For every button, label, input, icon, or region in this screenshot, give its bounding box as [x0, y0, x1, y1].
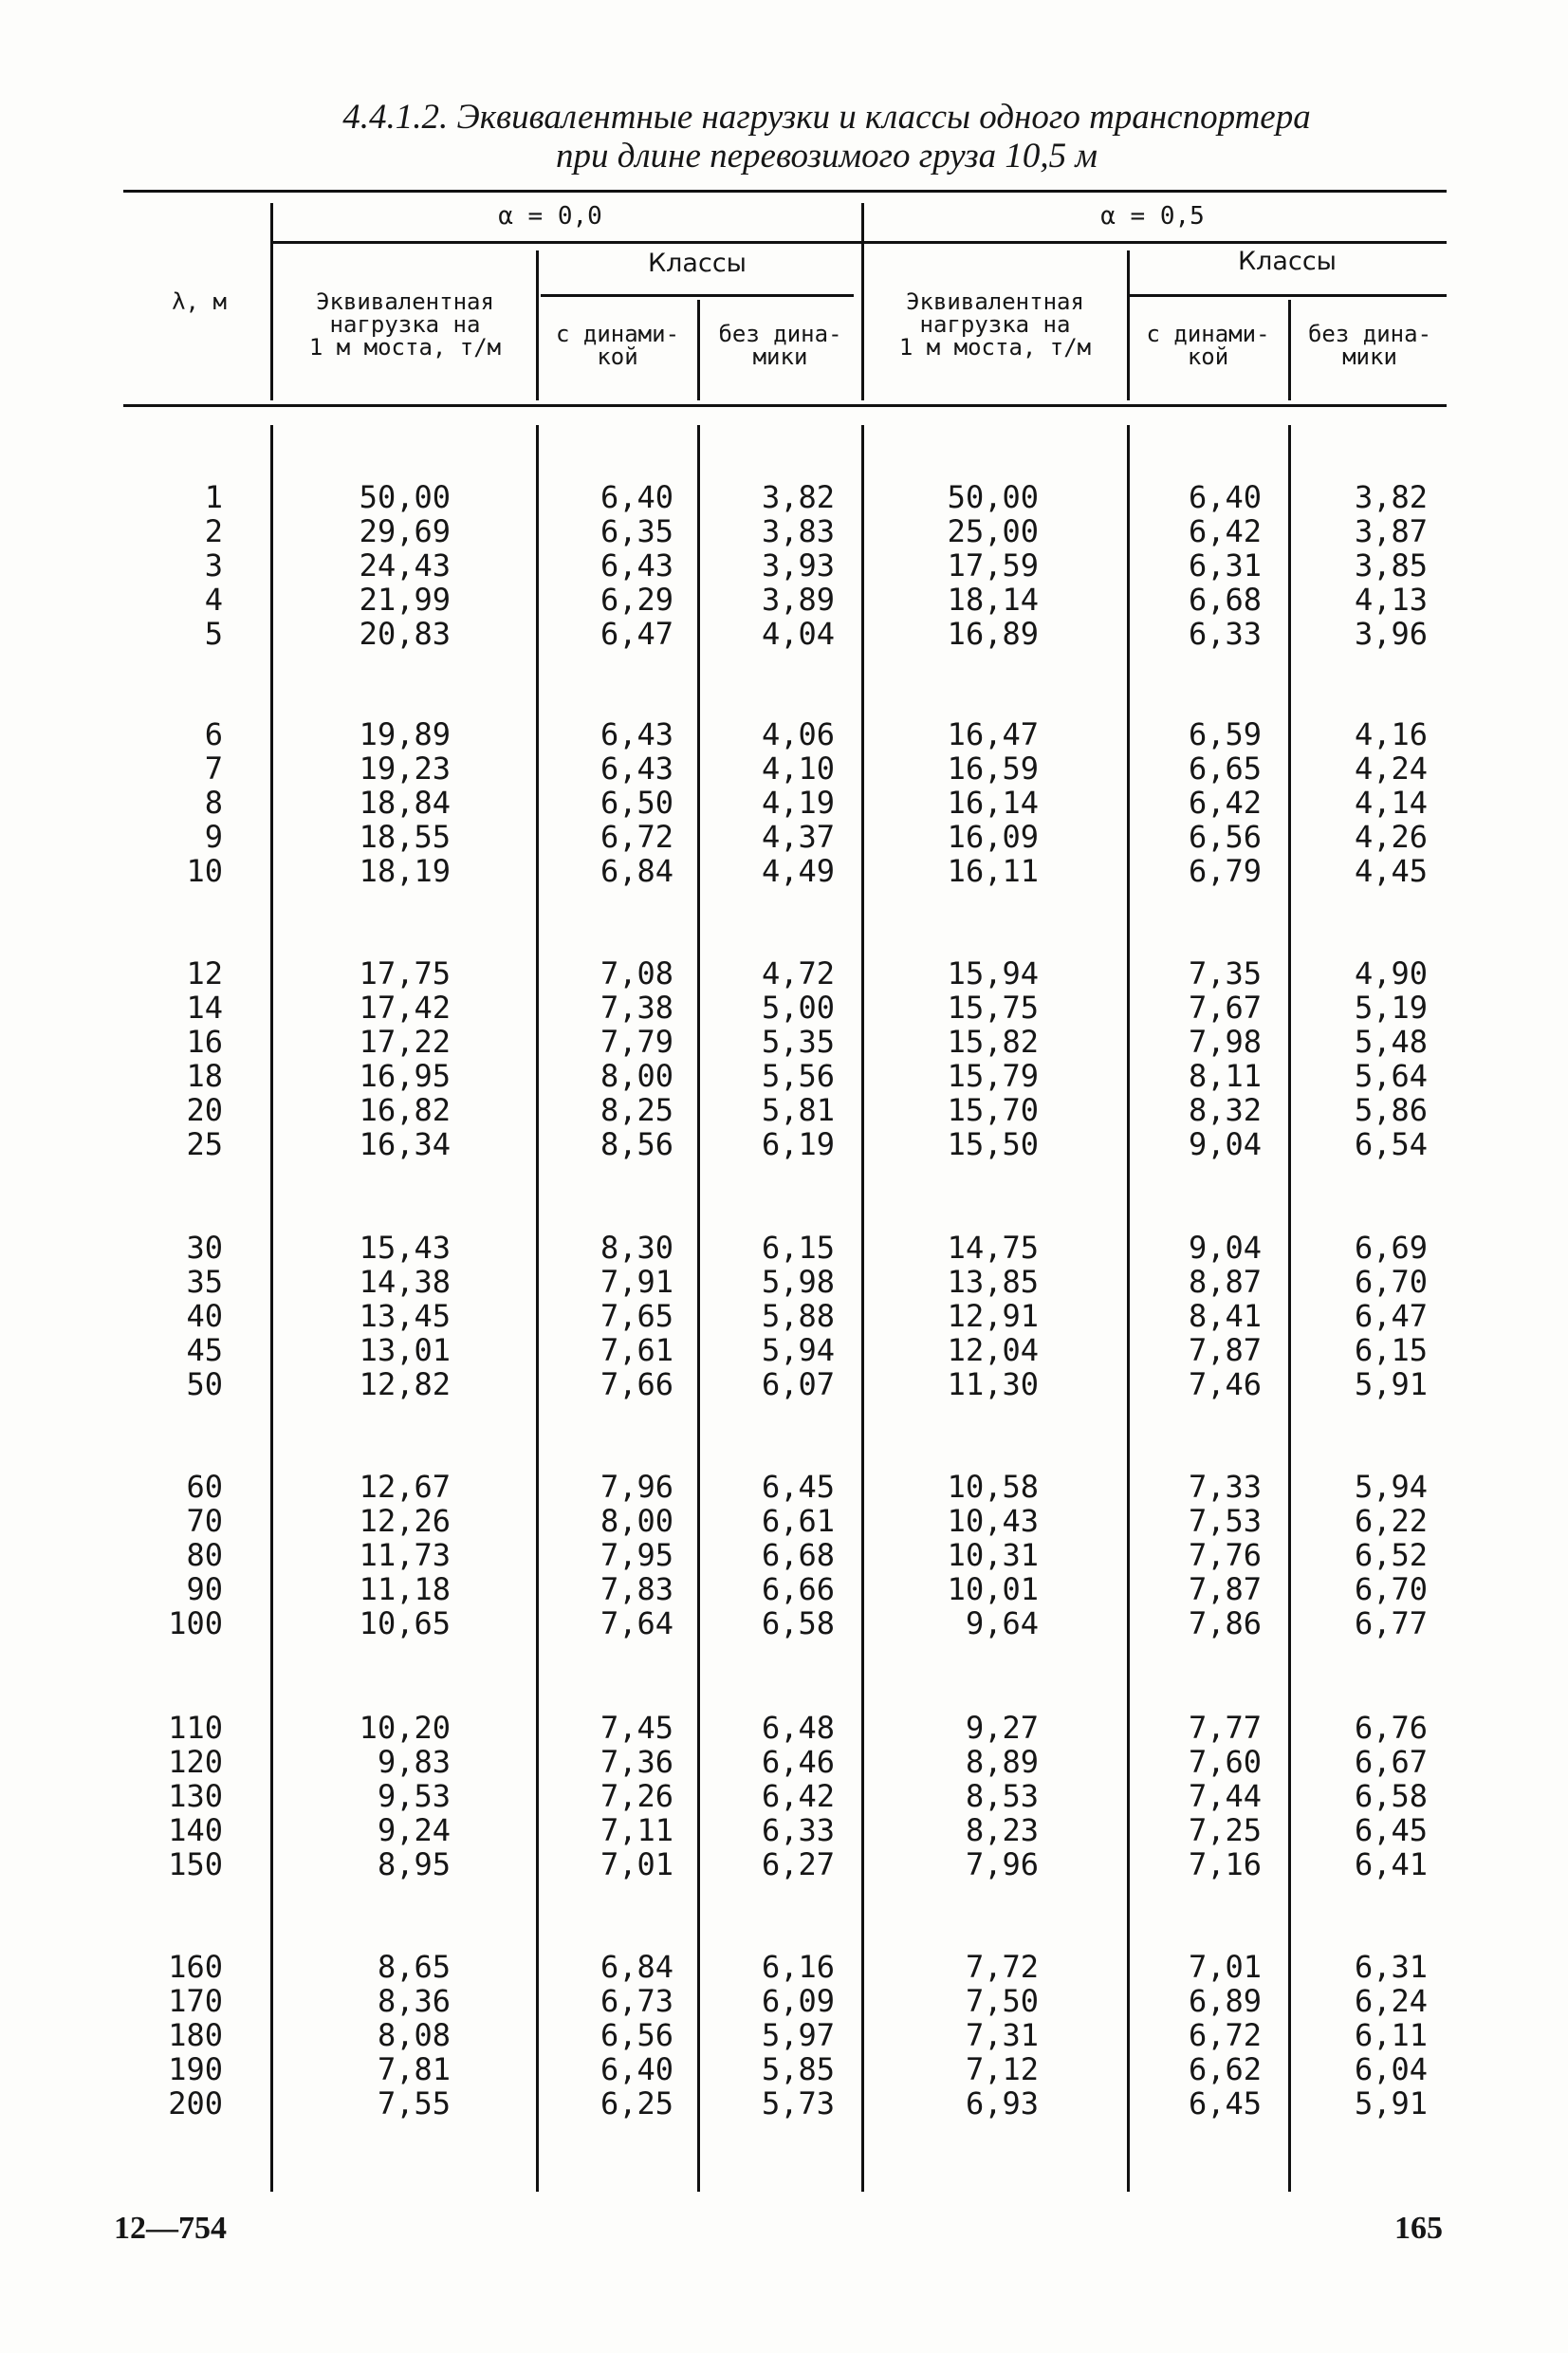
table-title-line-1: 4.4.1.2. Эквивалентные нагрузки и классы одного транспортера: [342, 98, 1311, 137]
lambda-header: λ, м: [172, 288, 227, 315]
cell-lambda: 8: [204, 785, 223, 821]
alpha05-header: α = 0,5: [1100, 202, 1205, 231]
cell-a0_nodyn: 5,85: [761, 2051, 835, 2087]
cell-a0_dyn: 7,79: [600, 1024, 673, 1060]
cell-a0_nodyn: 5,88: [761, 1298, 835, 1334]
header-vline-3: [536, 250, 539, 400]
cell-a0_nodyn: 5,00: [761, 990, 835, 1026]
cell-a05_load: 16,14: [947, 785, 1039, 821]
cell-a05_load: 9,64: [965, 1605, 1039, 1641]
footer-sheet-number: 12—754: [114, 2211, 227, 2246]
cell-a05_load: 15,82: [947, 1024, 1039, 1060]
cell-a05_load: 16,11: [947, 853, 1039, 889]
equiv-load-line-2: нагрузка на: [329, 311, 481, 338]
cell-lambda: 7: [204, 750, 223, 787]
cell-a05_dyn: 8,32: [1188, 1092, 1262, 1128]
without-dynamics-line-1: без дина-: [1307, 321, 1432, 347]
cell-a0_dyn: 6,35: [600, 513, 673, 549]
cell-a0_load: 13,01: [359, 1332, 451, 1368]
cell-a05_nodyn: 6,15: [1354, 1332, 1428, 1368]
cell-a0_nodyn: 6,27: [761, 1846, 835, 1882]
cell-a05_load: 10,31: [947, 1537, 1039, 1573]
cell-a05_load: 50,00: [947, 479, 1039, 515]
cell-a0_load: 12,26: [359, 1503, 451, 1539]
cell-a05_dyn: 7,16: [1188, 1846, 1262, 1882]
alpha05-underline: [863, 241, 1447, 244]
cell-a0_dyn: 6,29: [600, 582, 673, 618]
cell-a05_dyn: 7,87: [1188, 1332, 1262, 1368]
cell-a0_nodyn: 6,48: [761, 1710, 835, 1746]
cell-a05_dyn: 6,68: [1188, 582, 1262, 618]
cell-a0_load: 11,18: [359, 1571, 451, 1607]
without-dynamics-header-alpha05: [1293, 323, 1447, 368]
cell-lambda: 140: [168, 1812, 223, 1848]
cell-a05_nodyn: 6,24: [1354, 1983, 1428, 2019]
classes-header-alpha05: Классы: [1238, 247, 1337, 276]
cell-a05_load: 13,85: [947, 1264, 1039, 1300]
cell-a0_load: 18,19: [359, 853, 451, 889]
cell-lambda: 70: [186, 1503, 223, 1539]
cell-lambda: 45: [186, 1332, 223, 1368]
cell-a0_dyn: 7,11: [600, 1812, 673, 1848]
cell-a05_dyn: 6,89: [1188, 1983, 1262, 2019]
cell-a05_dyn: 7,44: [1188, 1778, 1262, 1814]
cell-a05_nodyn: 6,70: [1354, 1264, 1428, 1300]
cell-a05_dyn: 7,87: [1188, 1571, 1262, 1607]
cell-a0_nodyn: 5,35: [761, 1024, 835, 1060]
cell-a05_dyn: 6,65: [1188, 750, 1262, 787]
cell-a0_nodyn: 6,45: [761, 1469, 835, 1505]
cell-a0_nodyn: 4,04: [761, 616, 835, 652]
cell-a05_dyn: 6,72: [1188, 2017, 1262, 2053]
cell-a0_nodyn: 5,73: [761, 2085, 835, 2121]
cell-a0_dyn: 7,95: [600, 1537, 673, 1573]
alpha0-header: α = 0,0: [498, 202, 602, 231]
cell-a0_dyn: 8,00: [600, 1058, 673, 1094]
cell-lambda: 16: [186, 1024, 223, 1060]
cell-a0_dyn: 6,43: [600, 750, 673, 787]
cell-lambda: 14: [186, 990, 223, 1026]
cell-a05_nodyn: 5,19: [1354, 990, 1428, 1026]
cell-a0_dyn: 7,45: [600, 1710, 673, 1746]
header-vline-6: [1288, 300, 1291, 400]
cell-a0_nodyn: 4,06: [761, 716, 835, 752]
equiv-load-line-1: Эквивалентная: [316, 288, 494, 315]
cell-a0_load: 29,69: [359, 513, 451, 549]
cell-a0_load: 8,08: [377, 2017, 451, 2053]
cell-a05_nodyn: 6,22: [1354, 1503, 1428, 1539]
cell-a05_nodyn: 4,14: [1354, 785, 1428, 821]
cell-a05_nodyn: 5,64: [1354, 1058, 1428, 1094]
cell-lambda: 1: [204, 479, 223, 515]
cell-a0_nodyn: 3,83: [761, 513, 835, 549]
cell-a0_dyn: 6,47: [600, 616, 673, 652]
cell-a0_nodyn: 3,82: [761, 479, 835, 515]
cell-a0_load: 17,22: [359, 1024, 451, 1060]
cell-a05_dyn: 7,67: [1188, 990, 1262, 1026]
cell-a0_nodyn: 4,49: [761, 853, 835, 889]
with-dynamics-line-2: кой: [597, 343, 638, 370]
without-dynamics-line-2: мики: [1342, 343, 1397, 370]
cell-a0_load: 20,83: [359, 616, 451, 652]
equiv-load-header-alpha0: [277, 290, 533, 359]
cell-a0_nodyn: 6,58: [761, 1605, 835, 1641]
cell-a05_dyn: 7,35: [1188, 955, 1262, 991]
cell-a05_nodyn: 6,04: [1354, 2051, 1428, 2087]
cell-a05_load: 7,50: [965, 1983, 1039, 2019]
cell-a05_nodyn: 6,52: [1354, 1537, 1428, 1573]
cell-a05_load: 9,27: [965, 1710, 1039, 1746]
cell-lambda: 25: [186, 1126, 223, 1162]
cell-lambda: 30: [186, 1230, 223, 1266]
equiv-load-header-alpha05: [867, 290, 1123, 359]
cell-a0_dyn: 7,66: [600, 1366, 673, 1402]
cell-a0_dyn: 6,40: [600, 479, 673, 515]
cell-a05_dyn: 8,41: [1188, 1298, 1262, 1334]
cell-lambda: 150: [168, 1846, 223, 1882]
cell-a05_dyn: 8,87: [1188, 1264, 1262, 1300]
cell-a05_nodyn: 6,54: [1354, 1126, 1428, 1162]
page-number: 165: [1394, 2211, 1443, 2246]
cell-a0_nodyn: 6,15: [761, 1230, 835, 1266]
cell-a05_dyn: 9,04: [1188, 1126, 1262, 1162]
cell-a05_nodyn: 6,31: [1354, 1949, 1428, 1985]
cell-a05_load: 7,31: [965, 2017, 1039, 2053]
cell-a0_load: 11,73: [359, 1537, 451, 1573]
cell-a0_nodyn: 5,56: [761, 1058, 835, 1094]
cell-a05_nodyn: 6,69: [1354, 1230, 1428, 1266]
cell-a05_nodyn: 6,76: [1354, 1710, 1428, 1746]
cell-lambda: 3: [204, 547, 223, 584]
cell-a05_load: 6,93: [965, 2085, 1039, 2121]
cell-a05_nodyn: 4,16: [1354, 716, 1428, 752]
cell-a0_nodyn: 5,97: [761, 2017, 835, 2053]
cell-a0_nodyn: 4,19: [761, 785, 835, 821]
cell-a05_dyn: 6,31: [1188, 547, 1262, 584]
cell-a05_nodyn: 6,11: [1354, 2017, 1428, 2053]
cell-a05_load: 12,04: [947, 1332, 1039, 1368]
cell-a0_dyn: 7,01: [600, 1846, 673, 1882]
cell-a0_nodyn: 6,68: [761, 1537, 835, 1573]
cell-a0_nodyn: 6,07: [761, 1366, 835, 1402]
cell-a0_load: 12,67: [359, 1469, 451, 1505]
cell-a05_load: 14,75: [947, 1230, 1039, 1266]
cell-a05_load: 16,59: [947, 750, 1039, 787]
cell-a0_nodyn: 3,89: [761, 582, 835, 618]
cell-a0_dyn: 6,84: [600, 853, 673, 889]
cell-a0_dyn: 6,25: [600, 2085, 673, 2121]
with-dynamics-line-1: с динами-: [555, 321, 680, 347]
cell-a0_dyn: 6,50: [600, 785, 673, 821]
body-vline-3: [697, 425, 700, 2192]
cell-a05_load: 15,75: [947, 990, 1039, 1026]
cell-a05_dyn: 7,77: [1188, 1710, 1262, 1746]
cell-a05_dyn: 7,53: [1188, 1503, 1262, 1539]
classes-header-alpha0: Классы: [648, 249, 747, 278]
cell-a05_nodyn: 6,77: [1354, 1605, 1428, 1641]
cell-lambda: 160: [168, 1949, 223, 1985]
body-vline-2: [536, 425, 539, 2192]
cell-a0_load: 12,82: [359, 1366, 451, 1402]
with-dynamics-header-alpha0: [541, 323, 694, 368]
cell-a05_nodyn: 4,13: [1354, 582, 1428, 618]
cell-a05_load: 16,09: [947, 819, 1039, 855]
cell-a0_dyn: 6,43: [600, 716, 673, 752]
cell-lambda: 2: [204, 513, 223, 549]
equiv-load-line-2: нагрузка на: [919, 311, 1071, 338]
equiv-load-line-1: Эквивалентная: [906, 288, 1084, 315]
cell-a05_load: 15,50: [947, 1126, 1039, 1162]
cell-a05_nodyn: 4,24: [1354, 750, 1428, 787]
body-vline-5: [1127, 425, 1130, 2192]
cell-lambda: 110: [168, 1710, 223, 1746]
cell-a0_dyn: 7,65: [600, 1298, 673, 1334]
without-dynamics-header-alpha0: [702, 323, 858, 368]
cell-lambda: 120: [168, 1744, 223, 1780]
cell-a05_dyn: 8,11: [1188, 1058, 1262, 1094]
cell-a0_nodyn: 6,66: [761, 1571, 835, 1607]
cell-a0_dyn: 6,56: [600, 2017, 673, 2053]
cell-lambda: 200: [168, 2085, 223, 2121]
classes-underline-alpha05: [1129, 294, 1447, 297]
cell-a05_nodyn: 4,45: [1354, 853, 1428, 889]
classes-underline-alpha0: [541, 294, 854, 297]
cell-a0_dyn: 8,00: [600, 1503, 673, 1539]
cell-a05_dyn: 6,59: [1188, 716, 1262, 752]
cell-a0_load: 8,65: [377, 1949, 451, 1985]
cell-a0_nodyn: 6,42: [761, 1778, 835, 1814]
cell-a05_nodyn: 6,45: [1354, 1812, 1428, 1848]
cell-a0_load: 9,24: [377, 1812, 451, 1848]
cell-a0_load: 19,89: [359, 716, 451, 752]
cell-a05_nodyn: 5,91: [1354, 2085, 1428, 2121]
cell-a05_load: 10,58: [947, 1469, 1039, 1505]
cell-lambda: 80: [186, 1537, 223, 1573]
cell-a05_dyn: 7,25: [1188, 1812, 1262, 1848]
cell-a05_dyn: 7,86: [1188, 1605, 1262, 1641]
with-dynamics-line-2: кой: [1187, 343, 1229, 370]
equiv-load-line-3: 1 м моста, т/м: [308, 334, 502, 361]
table-title-line-2: при длине перевозимого груза 10,5 м: [556, 137, 1098, 176]
cell-a05_nodyn: 6,58: [1354, 1778, 1428, 1814]
header-vline-2: [861, 203, 864, 400]
cell-a0_dyn: 8,25: [600, 1092, 673, 1128]
cell-a0_load: 17,75: [359, 955, 451, 991]
header-vline-4: [697, 300, 700, 400]
cell-lambda: 60: [186, 1469, 223, 1505]
top-rule: [123, 190, 1447, 193]
cell-a0_load: 10,65: [359, 1605, 451, 1641]
cell-lambda: 35: [186, 1264, 223, 1300]
cell-a05_nodyn: 5,48: [1354, 1024, 1428, 1060]
cell-lambda: 6: [204, 716, 223, 752]
cell-a0_load: 18,84: [359, 785, 451, 821]
cell-lambda: 10: [186, 853, 223, 889]
cell-a05_dyn: 6,42: [1188, 785, 1262, 821]
cell-a05_dyn: 6,79: [1188, 853, 1262, 889]
cell-a0_dyn: 7,96: [600, 1469, 673, 1505]
cell-a05_load: 10,43: [947, 1503, 1039, 1539]
cell-a0_load: 17,42: [359, 990, 451, 1026]
with-dynamics-header-alpha05: [1131, 323, 1285, 368]
cell-a0_dyn: 7,26: [600, 1778, 673, 1814]
cell-a05_load: 17,59: [947, 547, 1039, 584]
body-vline-1: [270, 425, 273, 2192]
cell-a0_dyn: 8,30: [600, 1230, 673, 1266]
cell-a05_load: 8,53: [965, 1778, 1039, 1814]
cell-a0_dyn: 7,36: [600, 1744, 673, 1780]
cell-a05_load: 18,14: [947, 582, 1039, 618]
cell-a0_load: 16,95: [359, 1058, 451, 1094]
cell-a0_load: 19,23: [359, 750, 451, 787]
cell-lambda: 190: [168, 2051, 223, 2087]
cell-a0_load: 8,36: [377, 1983, 451, 2019]
cell-a05_nodyn: 5,86: [1354, 1092, 1428, 1128]
cell-a0_dyn: 6,43: [600, 547, 673, 584]
body-vline-6: [1288, 425, 1291, 2192]
cell-lambda: 4: [204, 582, 223, 618]
cell-a0_dyn: 6,84: [600, 1949, 673, 1985]
cell-a05_load: 7,96: [965, 1846, 1039, 1882]
cell-a05_dyn: 7,98: [1188, 1024, 1262, 1060]
cell-a0_nodyn: 4,72: [761, 955, 835, 991]
cell-a0_load: 10,20: [359, 1710, 451, 1746]
alpha0-underline: [273, 241, 861, 244]
cell-a0_load: 14,38: [359, 1264, 451, 1300]
cell-a05_dyn: 7,01: [1188, 1949, 1262, 1985]
cell-a0_dyn: 6,72: [600, 819, 673, 855]
cell-a05_load: 8,89: [965, 1744, 1039, 1780]
cell-a0_load: 16,34: [359, 1126, 451, 1162]
cell-a05_dyn: 7,46: [1188, 1366, 1262, 1402]
cell-a05_nodyn: 3,87: [1354, 513, 1428, 549]
cell-lambda: 100: [168, 1605, 223, 1641]
cell-a0_load: 7,55: [377, 2085, 451, 2121]
cell-a05_load: 12,91: [947, 1298, 1039, 1334]
cell-a05_load: 16,47: [947, 716, 1039, 752]
cell-lambda: 5: [204, 616, 223, 652]
cell-lambda: 90: [186, 1571, 223, 1607]
equiv-load-line-3: 1 м моста, т/м: [898, 334, 1092, 361]
cell-a0_dyn: 7,38: [600, 990, 673, 1026]
cell-a05_nodyn: 3,85: [1354, 547, 1428, 584]
cell-a0_load: 9,83: [377, 1744, 451, 1780]
cell-a05_dyn: 6,62: [1188, 2051, 1262, 2087]
header-vline-1: [270, 203, 273, 400]
cell-lambda: 12: [186, 955, 223, 991]
cell-a0_nodyn: 3,93: [761, 547, 835, 584]
without-dynamics-line-2: мики: [752, 343, 808, 370]
cell-a05_load: 8,23: [965, 1812, 1039, 1848]
cell-a05_load: 15,94: [947, 955, 1039, 991]
cell-a0_nodyn: 6,09: [761, 1983, 835, 2019]
cell-a05_nodyn: 4,90: [1354, 955, 1428, 991]
cell-a05_load: 7,12: [965, 2051, 1039, 2087]
cell-a0_load: 24,43: [359, 547, 451, 584]
cell-a05_load: 16,89: [947, 616, 1039, 652]
cell-lambda: 50: [186, 1366, 223, 1402]
cell-a05_dyn: 6,40: [1188, 479, 1262, 515]
cell-lambda: 180: [168, 2017, 223, 2053]
cell-a0_nodyn: 6,33: [761, 1812, 835, 1848]
cell-lambda: 18: [186, 1058, 223, 1094]
cell-a0_load: 8,95: [377, 1846, 451, 1882]
cell-a05_nodyn: 6,41: [1354, 1846, 1428, 1882]
cell-a0_dyn: 7,83: [600, 1571, 673, 1607]
cell-a0_nodyn: 6,16: [761, 1949, 835, 1985]
cell-a0_dyn: 7,91: [600, 1264, 673, 1300]
cell-a05_nodyn: 5,91: [1354, 1366, 1428, 1402]
cell-a05_dyn: 6,42: [1188, 513, 1262, 549]
cell-a05_nodyn: 6,67: [1354, 1744, 1428, 1780]
cell-a05_nodyn: 3,96: [1354, 616, 1428, 652]
cell-a05_dyn: 6,45: [1188, 2085, 1262, 2121]
header-bottom-rule: [123, 404, 1447, 407]
cell-a0_dyn: 7,64: [600, 1605, 673, 1641]
cell-a0_load: 16,82: [359, 1092, 451, 1128]
cell-a05_nodyn: 6,47: [1354, 1298, 1428, 1334]
cell-a0_nodyn: 6,46: [761, 1744, 835, 1780]
cell-a0_dyn: 6,40: [600, 2051, 673, 2087]
cell-a0_load: 13,45: [359, 1298, 451, 1334]
cell-a0_load: 18,55: [359, 819, 451, 855]
cell-a05_dyn: 7,33: [1188, 1469, 1262, 1505]
cell-a0_nodyn: 6,61: [761, 1503, 835, 1539]
cell-a0_dyn: 6,73: [600, 1983, 673, 2019]
cell-a05_dyn: 7,60: [1188, 1744, 1262, 1780]
cell-a05_load: 7,72: [965, 1949, 1039, 1985]
header-vline-5: [1127, 250, 1130, 400]
cell-lambda: 130: [168, 1778, 223, 1814]
body-vline-4: [861, 425, 864, 2192]
cell-a05_load: 15,79: [947, 1058, 1039, 1094]
cell-lambda: 170: [168, 1983, 223, 2019]
cell-a0_load: 7,81: [377, 2051, 451, 2087]
cell-a05_nodyn: 5,94: [1354, 1469, 1428, 1505]
cell-a05_nodyn: 4,26: [1354, 819, 1428, 855]
without-dynamics-line-1: без дина-: [718, 321, 842, 347]
cell-a05_nodyn: 3,82: [1354, 479, 1428, 515]
cell-a0_nodyn: 6,19: [761, 1126, 835, 1162]
cell-a05_load: 11,30: [947, 1366, 1039, 1402]
cell-a0_nodyn: 5,94: [761, 1332, 835, 1368]
cell-a0_load: 15,43: [359, 1230, 451, 1266]
cell-lambda: 20: [186, 1092, 223, 1128]
cell-a05_load: 10,01: [947, 1571, 1039, 1607]
cell-a0_dyn: 7,08: [600, 955, 673, 991]
cell-a0_load: 21,99: [359, 582, 451, 618]
cell-a0_dyn: 7,61: [600, 1332, 673, 1368]
cell-a0_nodyn: 5,81: [761, 1092, 835, 1128]
cell-a0_nodyn: 4,37: [761, 819, 835, 855]
cell-a05_load: 15,70: [947, 1092, 1039, 1128]
cell-a0_load: 9,53: [377, 1778, 451, 1814]
cell-a0_nodyn: 4,10: [761, 750, 835, 787]
cell-a05_load: 25,00: [947, 513, 1039, 549]
cell-a0_load: 50,00: [359, 479, 451, 515]
cell-a05_dyn: 9,04: [1188, 1230, 1262, 1266]
cell-a05_dyn: 7,76: [1188, 1537, 1262, 1573]
cell-a05_dyn: 6,56: [1188, 819, 1262, 855]
cell-a05_dyn: 6,33: [1188, 616, 1262, 652]
cell-lambda: 40: [186, 1298, 223, 1334]
cell-a0_dyn: 8,56: [600, 1126, 673, 1162]
with-dynamics-line-1: с динами-: [1146, 321, 1270, 347]
cell-a05_nodyn: 6,70: [1354, 1571, 1428, 1607]
cell-a0_nodyn: 5,98: [761, 1264, 835, 1300]
cell-lambda: 9: [204, 819, 223, 855]
